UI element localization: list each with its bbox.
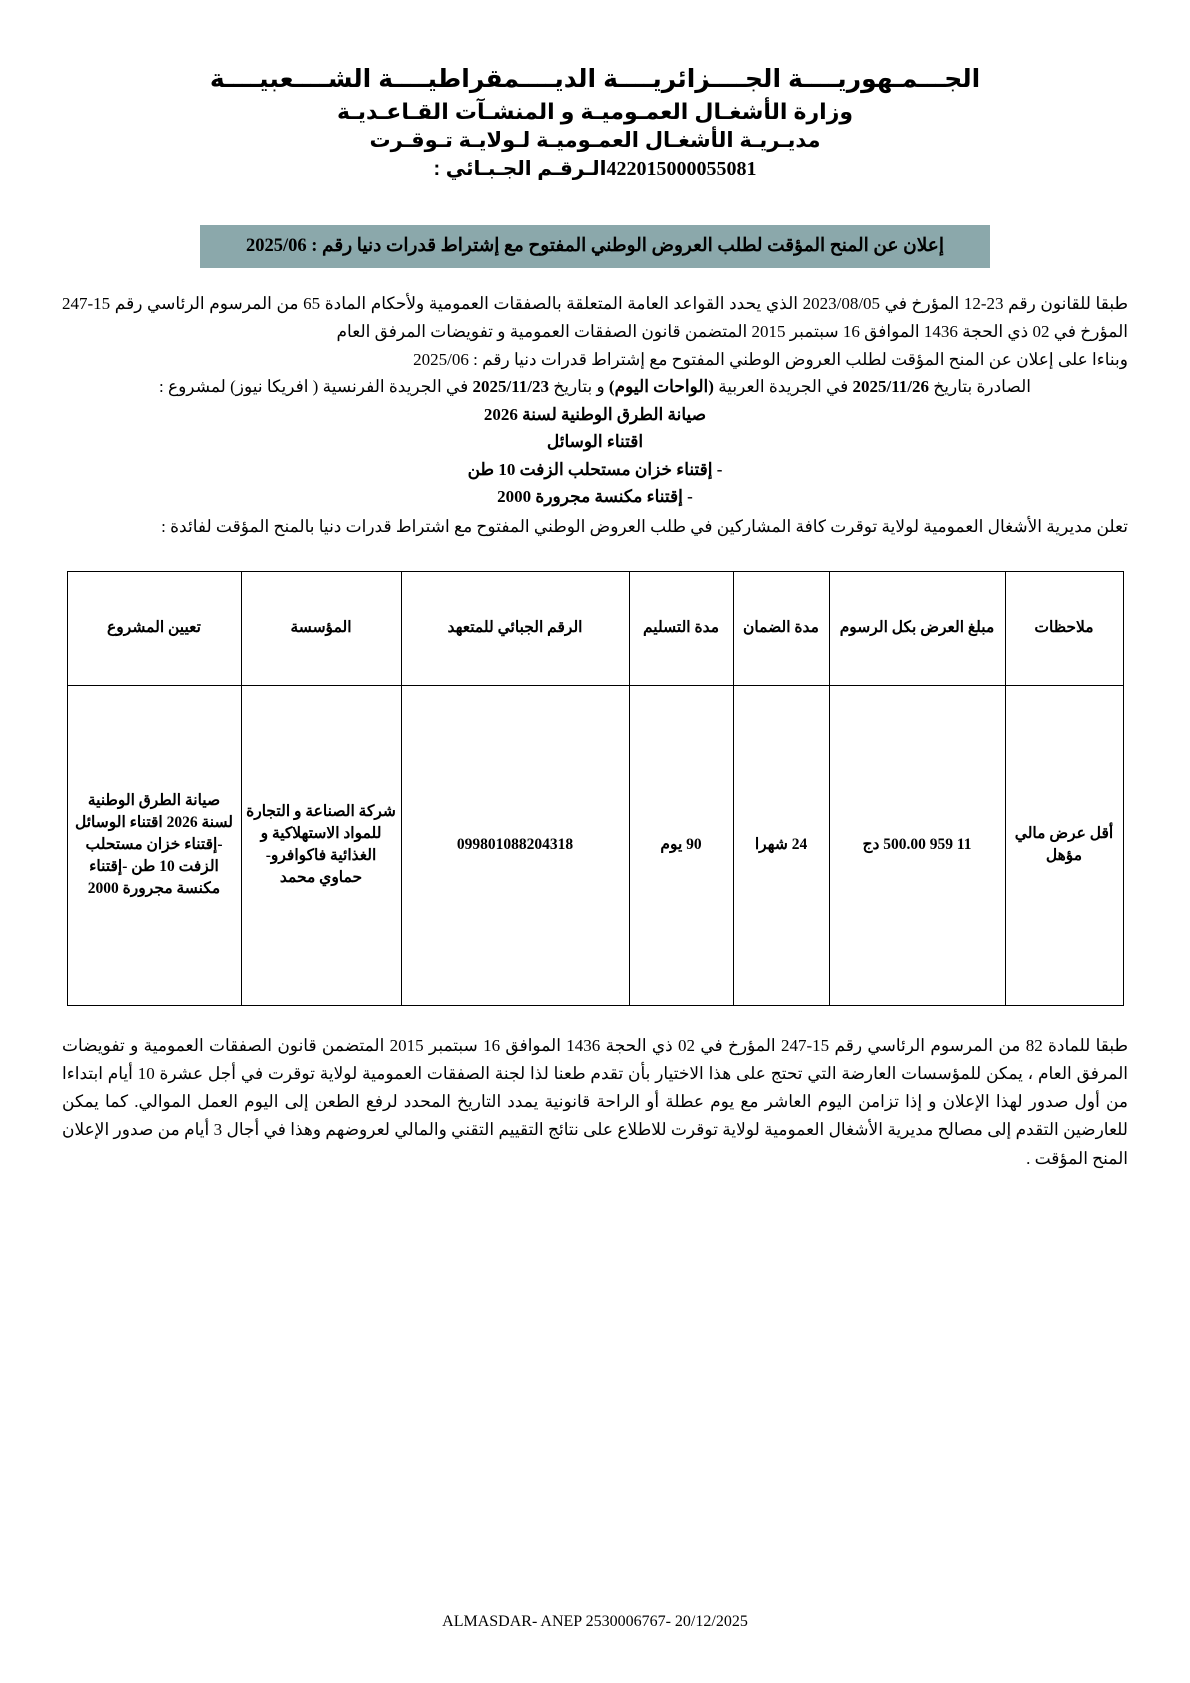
- appeal-rights-paragraph: طبقا للمادة 82 من المرسوم الرئاسي رقم 15-247 المؤرخ في 02 ذي الحجة 1436 الموافق 16 سبتمبر 2015 المتضمن قانون الصفقات العمومية و تفويضات المرفق العام ، يمكن للمؤسسات العارضة التي تحتج على هذا الاختيار بأن تقدم طعنا لذا لجنة الصفقات العمومية لولاية توقرت في أجل عشرة 10 أيام ابتداءا من أول صدور لهذا الإعلان و إذا تزامن اليوم العاشر مع يوم عطلة أو الراحة قانونية يمدد التاريخ المحدد لرفع الطعن إلى اليوم العمل الموالي. كما يمكن للعارضين التقدم إلى مصالح مديرية الأشغال العمومية لولاية توقرت للاطلاع على نتائج التقييم التقني والمالي لعروضهم وهذا في أجال 3 أيام من صدور الإعلان المنح المؤقت .: [62, 1035, 1129, 1168]
- header-line-republic: الجـــمـهوريــــة الجــــزائريــــة الديــــمقراطيــــة الشــــعبيــــة: [209, 65, 981, 93]
- publication-mid-2: و بتاريخ: [549, 377, 609, 397]
- lot-bullet-1: - إقتناء خزان مستحلب الزفت 10 طن: [467, 459, 723, 479]
- table-header-amount: مبلغ العرض بكل الرسوم: [829, 571, 1005, 685]
- table-header-tax-id: الرقم الجبائي للمتعهد: [401, 571, 629, 685]
- table-header-notes: ملاحظات: [1005, 571, 1123, 685]
- publication-mid-1: في الجريدة العربية: [713, 377, 853, 397]
- cell-amount: 11 959 500.00 دج: [829, 685, 1005, 1005]
- lot-bullet-2: - إقتناء مكنسة مجرورة 2000: [497, 487, 693, 507]
- document-header: [62, 62, 1128, 183]
- title-banner: إعلان عن المنح المؤقت لطلب العروض الوطني المفتوح مع إشتراط قدرات دنيا رقم : 2025/06: [200, 225, 990, 268]
- table-row: [67, 685, 1123, 1005]
- tax-number-value: 422015000055081: [606, 157, 757, 180]
- table-header-project: تعيين المشروع: [67, 571, 241, 685]
- cell-notes: أقل عرض مالي مؤهل: [1005, 685, 1123, 1005]
- lot-title: اقتناء الوسائل: [546, 432, 644, 452]
- announcement-reference-paragraph: وبناءا على إعلان عن المنح المؤقت لطلب العروض الوطني المفتوح مع إشتراط قدرات دنيا رقم : 2025/06: [413, 349, 1128, 369]
- header-line-directorate: مديـريـة الأشغـال العمـوميـة لـولايـة تـوقـرت: [369, 128, 821, 152]
- award-table: [67, 571, 1124, 1006]
- cell-project: صيانة الطرق الوطنية لسنة 2026 اقتناء الوسائل -إقتناء خزان مستحلب الزفت 10 طن -إقتناء مكنسة مجرورة 2000: [67, 685, 241, 1005]
- header-line-tax-number: [62, 156, 1128, 184]
- cell-tax-id: 099801088204318: [401, 685, 629, 1005]
- publication-prefix: الصادرة بتاريخ: [929, 377, 1031, 397]
- cell-warranty: 24 شهرا: [733, 685, 829, 1005]
- award-intro-paragraph: تعلن مديرية الأشغال العمومية لولاية توقرت كافة المشاركين في طلب العروض الوطني المفتوح مع اشتراط قدرات دنيا بالمنح المؤقت لفائدة :: [161, 516, 1128, 536]
- publication-mid-3: في الجريدة الفرنسية: [318, 377, 473, 397]
- body-section: [62, 290, 1128, 510]
- document-footer: ALMASDAR- ANEP 2530006767- 20/12/2025: [442, 1613, 748, 1630]
- publication-date-french: 2025/11/23: [472, 377, 549, 397]
- table-header-firm: المؤسسة: [241, 571, 401, 685]
- cell-firm: شركة الصناعة و التجارة للمواد الاستهلاكية و الغذائية فاكوافرو- حماوي محمد: [241, 685, 401, 1005]
- table-header-row: [67, 571, 1123, 685]
- table-header-warranty: مدة الضمان: [733, 571, 829, 685]
- tax-number-label: الـرقـم الجـبـائي :: [433, 157, 607, 180]
- publication-date-arabic: 2025/11/26: [852, 377, 930, 397]
- table-header-delivery: مدة التسليم: [629, 571, 733, 685]
- cell-delivery: 90 يوم: [629, 685, 733, 1005]
- appeal-rights-section: [62, 1032, 1128, 1173]
- publication-dates-paragraph: [62, 373, 1128, 401]
- title-banner-wrapper: [62, 225, 1128, 268]
- project-title: صيانة الطرق الوطنية لسنة 2026: [483, 404, 707, 424]
- header-line-ministry: وزارة الأشغـال العمـومیـة و المنشـآت القـاعـديـة: [336, 98, 854, 124]
- legal-basis-paragraph: طبقا للقانون رقم 23-12 المؤرخ في 2023/08/05 الذي يحدد القواعد العامة المتعلقة بالصفقات العمومية ولأحكام المادة 65 من المرسوم الرئاسي رقم 15-247 المؤرخ في 02 ذي الحجة 1436 الموافق 16 سبتمبر 2015 المتضمن قانون الصفقات العمومية و تفويضات المرفق العام: [62, 294, 1128, 341]
- newspaper-arabic: (الواحات اليوم): [608, 377, 714, 397]
- publication-suffix: لمشروع :: [158, 377, 231, 397]
- newspaper-french: ( افريكا نيوز): [230, 377, 319, 397]
